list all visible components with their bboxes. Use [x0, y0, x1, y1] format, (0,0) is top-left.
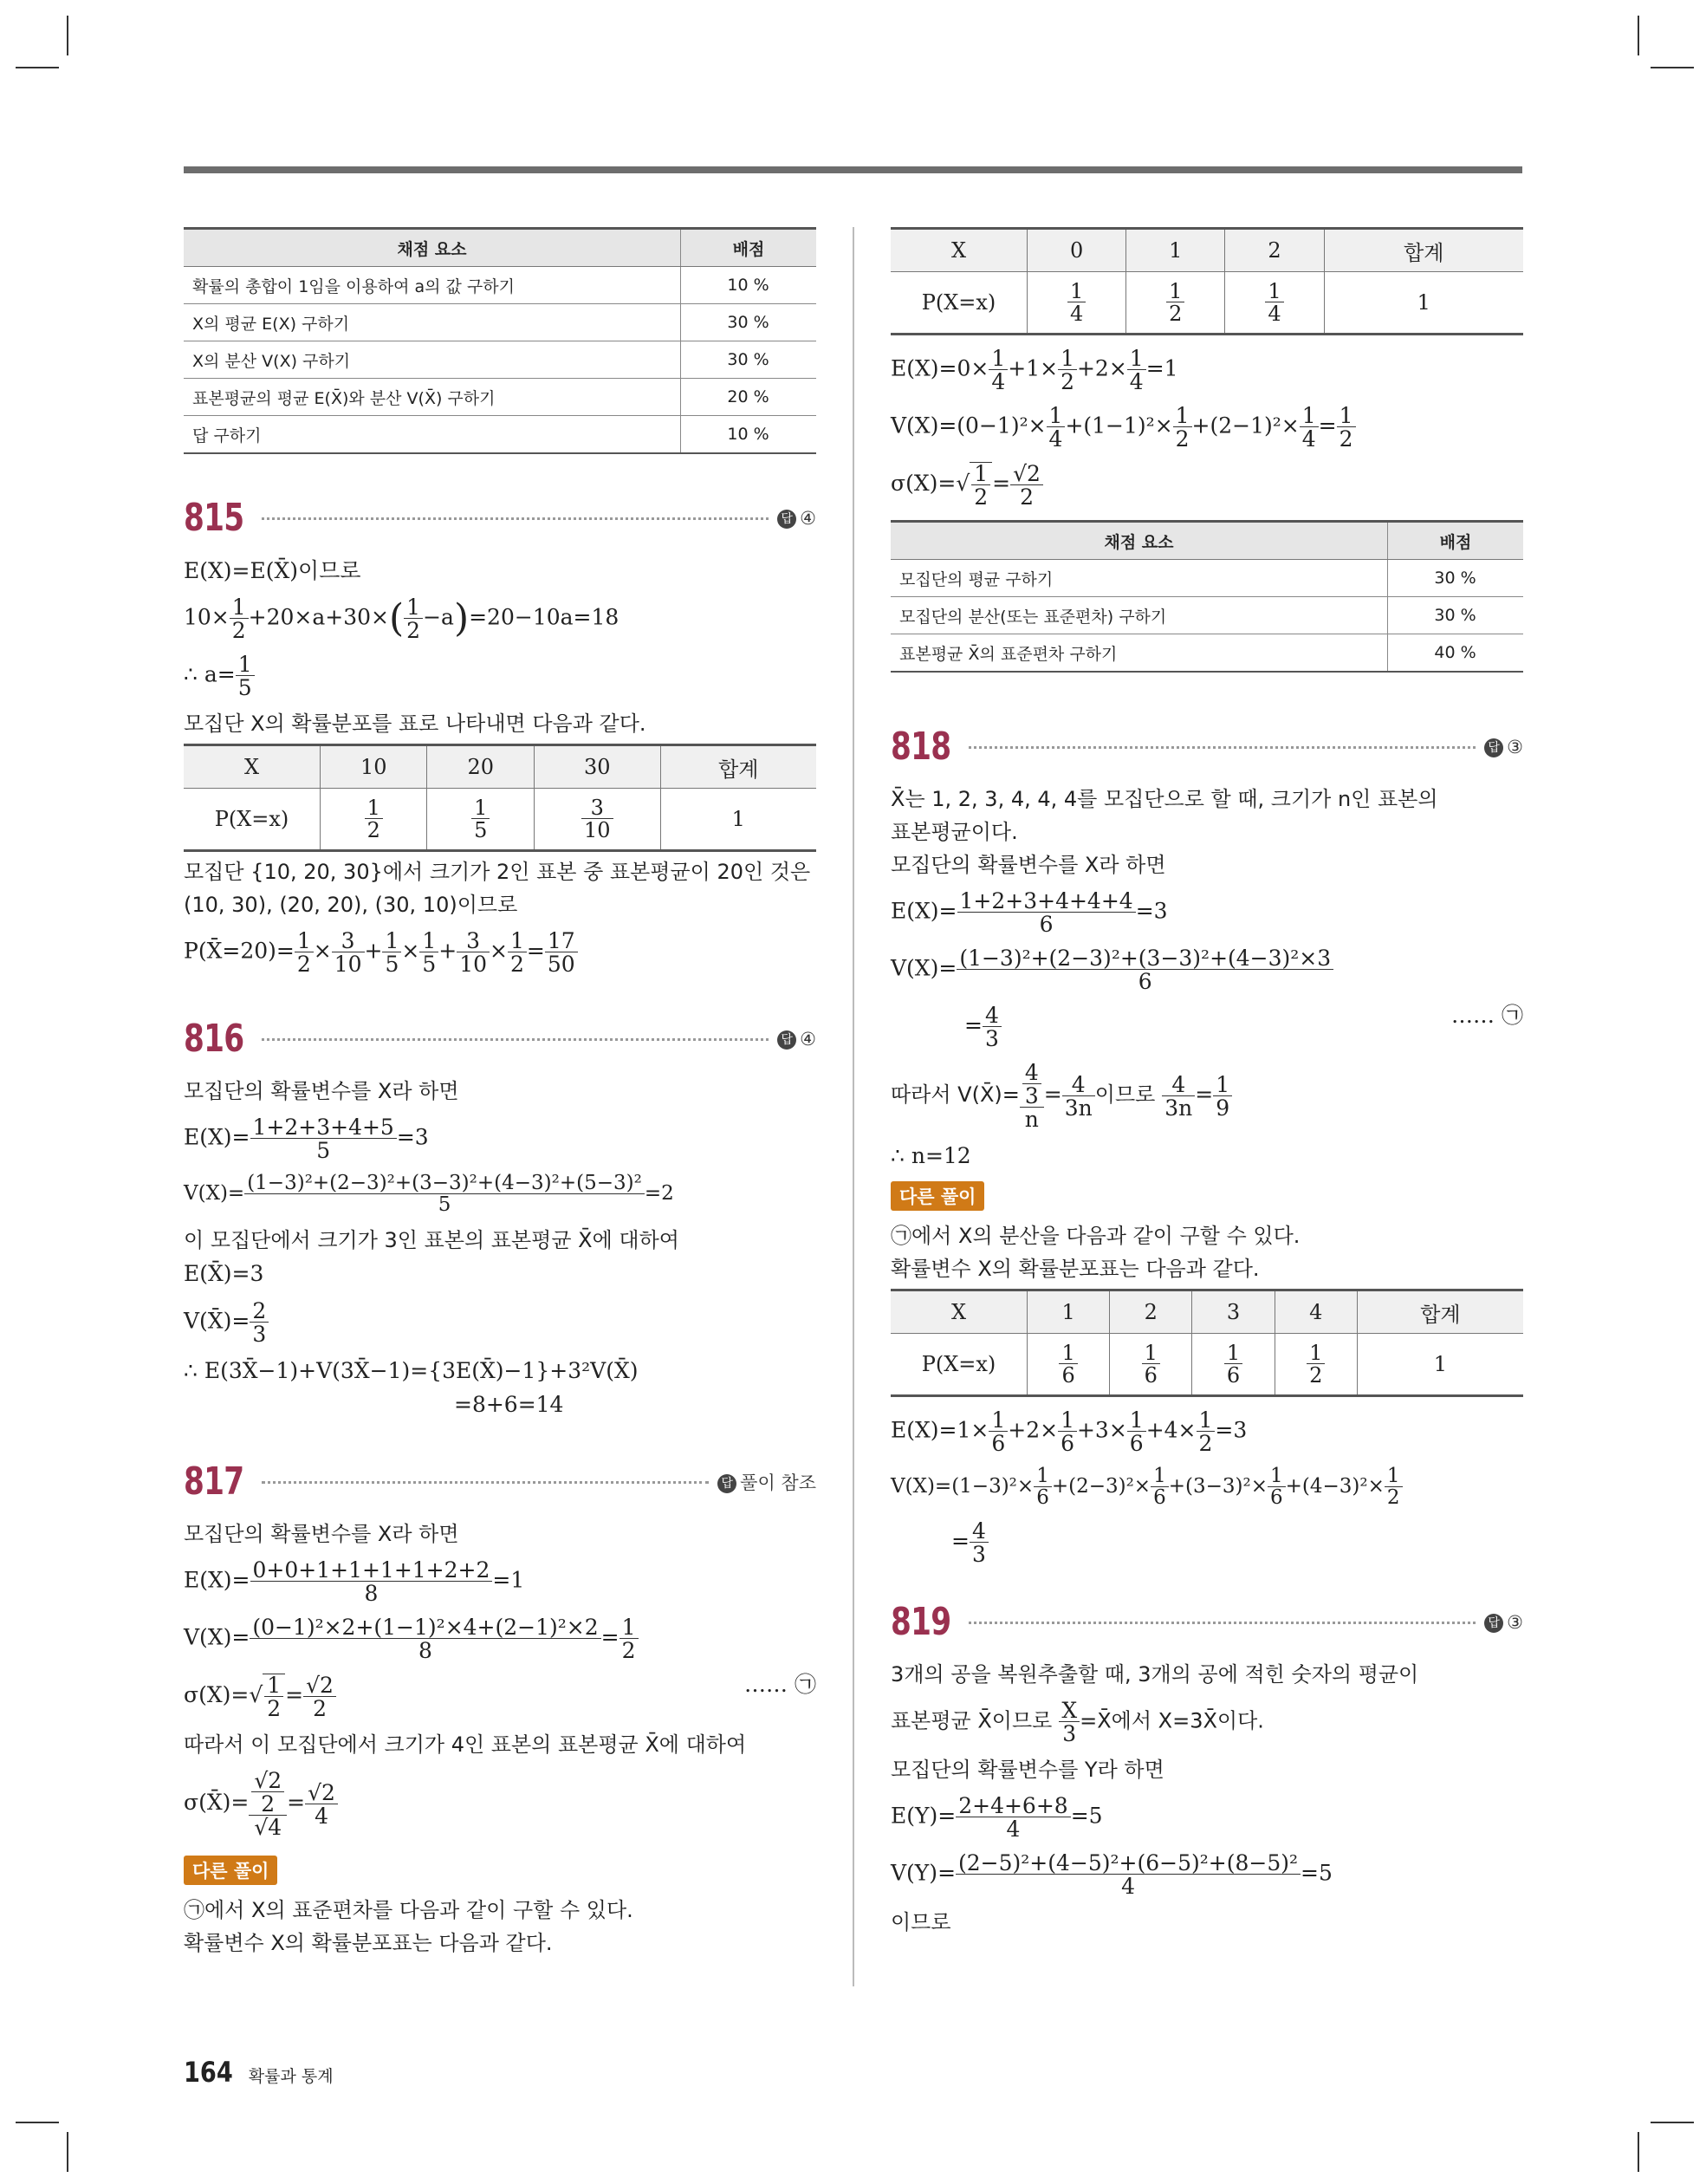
line: E(X)= $\frac{1+2+3+4+5}{5}$ =3 — [184, 1115, 429, 1164]
answer — [717, 1469, 816, 1495]
left-column — [184, 227, 816, 1963]
score-table — [184, 227, 816, 454]
alt-solution-badge: 다른 풀이 — [891, 1181, 984, 1211]
probability-table — [184, 744, 816, 852]
line: V(X)=(0−1)²× $\frac{1}{4}$ +(1−1)²× $\frac{1}{2}$ +(2−1)²× $\frac{1}{4}$ = $\frac{1}{2}$ — [891, 405, 1523, 450]
cell: X의 분산 V(X) 구하기 — [184, 341, 681, 379]
cell: 3 — [1192, 1290, 1275, 1334]
line: = $\frac{4}{3}$ …… ㉠ — [964, 1003, 1523, 1051]
answer-mark-icon: 답 — [1484, 1614, 1503, 1633]
line: 모집단의 확률변수를 X라 하면 — [891, 853, 1166, 877]
problem-header — [184, 496, 816, 540]
line: E(X)=E(X̄)이므로 — [184, 558, 361, 583]
line: 모집단 X의 확률분포를 표로 나타내면 다음과 같다. — [184, 712, 646, 737]
answer-value: 풀이 참조 — [740, 1472, 816, 1493]
cell: 30 — [534, 745, 660, 789]
line — [184, 653, 816, 699]
problem-number: 818 — [891, 725, 951, 769]
probability-table — [891, 227, 1523, 335]
header: 채점 요소 — [891, 522, 1388, 560]
cell: 1 — [1324, 272, 1523, 335]
cell: $\frac{1}{4}$ — [1028, 272, 1126, 335]
cell: 4 — [1275, 1290, 1357, 1334]
line: 3개의 공을 복원추출할 때, 3개의 공에 적힌 숫자의 평균이 — [891, 1662, 1419, 1687]
fraction: $\frac{1}{2}$ — [404, 596, 423, 641]
cell: 40 % — [1388, 634, 1524, 673]
crop-mark — [67, 2132, 68, 2172]
text: −a — [423, 604, 454, 630]
crop-mark — [67, 16, 68, 55]
answer-value: ③ — [1507, 1611, 1523, 1633]
line: 10× $\frac{1}{2}$ +20×a+30×( $\frac{1}{2}$ −a)=20−10a=18 — [184, 595, 619, 644]
text: ∴ a= — [184, 661, 236, 687]
cell: $\frac{1}{2}$ — [1275, 1334, 1357, 1396]
line: V(X)=(1−3)²× $\frac{1}{6}$ +(2−3)²× $\frac{1}{6}$ +(3−3)²× $\frac{1}{6}$ +(4−3)²× $\frac{1}{2}$ — [891, 1466, 1523, 1508]
cell: X — [891, 1290, 1028, 1334]
problem-number: 817 — [184, 1459, 244, 1504]
answer-value: ④ — [800, 1028, 816, 1050]
line: E(X)=1× $\frac{1}{6}$ +2× $\frac{1}{6}$ +3× $\frac{1}{6}$ +4× $\frac{1}{2}$ =3 — [891, 1407, 1248, 1457]
cell: $\frac{1}{6}$ — [1028, 1334, 1110, 1396]
alt-solution-badge: 다른 풀이 — [184, 1856, 277, 1885]
line: 이 모집단에서 크기가 3인 표본의 표본평균 X̄에 대하여 — [184, 1228, 679, 1253]
problem-header — [891, 1600, 1523, 1644]
answer-mark-icon: 답 — [777, 510, 796, 529]
answer-mark-icon: 답 — [777, 1030, 796, 1050]
cell: 10 % — [681, 267, 817, 304]
probability-table — [891, 1289, 1523, 1397]
line: 이므로 — [891, 1910, 951, 1935]
answer-mark-icon: 답 — [717, 1474, 736, 1493]
cell: $\frac{1}{2}$ — [1126, 272, 1225, 335]
line: ㉠에서 X의 표준편차를 다음과 같이 구할 수 있다. — [184, 1898, 633, 1922]
dotted-leader — [262, 1037, 769, 1041]
dotted-leader — [262, 1480, 709, 1484]
cell: $\frac{3}{10}$ — [534, 789, 660, 851]
column-divider — [853, 227, 854, 1986]
line: 표본평균 X̄이므로 $\frac{X}{3}$ =X̄에서 X=3X̄이다. — [891, 1698, 1264, 1747]
header: 채점 요소 — [184, 229, 681, 267]
problem-number: 815 — [184, 496, 244, 540]
answer-value: ③ — [1507, 736, 1523, 757]
cell: 30 % — [681, 304, 817, 341]
problem-number: 819 — [891, 1600, 951, 1645]
answer — [777, 1029, 816, 1050]
line: ㉠에서 X의 분산을 다음과 같이 구할 수 있다. — [891, 1224, 1301, 1249]
cell: 표본평균 X̄의 표준편차 구하기 — [891, 634, 1388, 673]
cell: 2 — [1225, 229, 1324, 272]
line: V(Y)= $\frac{\text{(2−5)²+(4−5)²+(6−5)²+(8−5)²}}{4}$ =5 — [891, 1850, 1333, 1900]
line: 표본평균이다. — [891, 820, 1018, 844]
cell: X — [184, 745, 321, 789]
cell: 10 — [321, 745, 427, 789]
line: V(X̄)= $\frac{2}{3}$ — [184, 1300, 816, 1345]
answer — [1484, 737, 1523, 757]
cell: 합계 — [660, 745, 816, 789]
line: = $\frac{4}{3}$ — [891, 1520, 1523, 1565]
cell: 1 — [1357, 1334, 1523, 1396]
crop-mark — [16, 67, 59, 68]
cell: 20 — [427, 745, 534, 789]
cell: 1 — [1028, 1290, 1110, 1334]
line: =8+6=14 — [454, 1391, 564, 1417]
footer-title: 확률과 통계 — [248, 2067, 334, 2086]
cell: 30 % — [1388, 560, 1524, 597]
cell: P(X=x) — [891, 272, 1028, 335]
problem-header — [184, 1017, 816, 1061]
problem-header — [184, 1459, 816, 1504]
cell: 0 — [1028, 229, 1126, 272]
cell: 10 % — [681, 416, 817, 454]
equation-mark: …… ㉠ — [744, 1672, 816, 1697]
crop-mark — [1651, 2122, 1694, 2123]
cell: $\frac{1}{4}$ — [1225, 272, 1324, 335]
text: P(X̄=20)= — [184, 938, 295, 964]
cell: 2 — [1110, 1290, 1192, 1334]
header: 배점 — [1388, 522, 1524, 560]
line: 따라서 이 모집단에서 크기가 4인 표본의 표본평균 X̄에 대하여 — [184, 1732, 747, 1757]
line: X̄는 1, 2, 3, 4, 4, 4를 모집단으로 할 때, 크기가 n인 표본의 — [891, 787, 1438, 811]
line: σ(X̄)= $\frac{\frac{√2}{2}}{√4}$ = $\frac{√2}{4}$ — [184, 1770, 816, 1838]
line: E(X)= $\frac{0+0+1+1+1+1+2+2}{8}$ =1 — [184, 1557, 525, 1606]
line: E(Y)= $\frac{2+4+6+8}{4}$ =5 — [891, 1793, 1103, 1843]
cell: 모집단의 분산(또는 표준편차) 구하기 — [891, 597, 1388, 634]
answer — [777, 508, 816, 529]
cell: 합계 — [1357, 1290, 1523, 1334]
cell: 30 % — [1388, 597, 1524, 634]
cell: $\frac{1}{2}$ — [321, 789, 427, 851]
line: 확률변수 X의 확률분포표는 다음과 같다. — [184, 1931, 553, 1955]
cell: 확률의 총합이 1임을 이용하여 a의 값 구하기 — [184, 267, 681, 304]
dotted-leader — [262, 517, 769, 520]
text: +20×a+30× — [248, 604, 389, 630]
cell: X의 평균 E(X) 구하기 — [184, 304, 681, 341]
text: =20−10a=18 — [469, 604, 619, 630]
text: 10× — [184, 604, 230, 630]
line: 모집단 {10, 20, 30}에서 크기가 2인 표본 중 표본평균이 20인 것은 — [184, 860, 811, 885]
line: (10, 30), (20, 20), (30, 10)이므로 — [184, 893, 518, 918]
cell: P(X=x) — [891, 1334, 1028, 1396]
cell: 모집단의 평균 구하기 — [891, 560, 1388, 597]
problem-number: 816 — [184, 1017, 244, 1062]
answer — [1484, 1612, 1523, 1633]
header: 배점 — [681, 229, 817, 267]
page-footer — [184, 2056, 334, 2089]
crop-mark — [1651, 67, 1694, 68]
crop-mark — [1638, 2132, 1639, 2172]
line: 확률변수 X의 확률분포표는 다음과 같다. — [891, 1257, 1260, 1282]
line: 따라서 V(X̄)= $\frac{\frac{4}{3}}{n}$ = $\frac{4}{3n}$ 이므로 $\frac{4}{3n}$ = $\frac{1}{9}$ — [891, 1062, 1523, 1130]
top-bar — [184, 166, 1522, 173]
line: 모집단의 확률변수를 X라 하면 — [184, 1079, 459, 1104]
cell: $\frac{1}{6}$ — [1192, 1334, 1275, 1396]
answer-mark-icon: 답 — [1484, 738, 1503, 757]
cell: P(X=x) — [184, 789, 321, 851]
cell: X — [891, 229, 1028, 272]
right-column — [891, 227, 1523, 1942]
line: V(X)= $\frac{\text{(1−3)²+(2−3)²+(3−3)²+(4−3)²+(5−3)²}}{5}$ =2 — [184, 1172, 674, 1217]
cell: 합계 — [1324, 229, 1523, 272]
line: V(X)= $\frac{\text{(1−3)²+(2−3)²+(3−3)²+(4−3)²×3}}{6}$ — [891, 947, 1523, 992]
line: σ(X)=√ $\frac{1}{2}$ = $\frac{√2}{2}$ — [891, 462, 1523, 508]
line: σ(X)=√ $\frac{1}{2}$ = $\frac{√2}{2}$ …… ㉠ — [184, 1672, 816, 1721]
cell: 20 % — [681, 379, 817, 416]
cell: 답 구하기 — [184, 416, 681, 454]
crop-mark — [1638, 16, 1639, 55]
cell: 표본평균의 평균 E(X̄)와 분산 V(X̄) 구하기 — [184, 379, 681, 416]
dotted-leader — [969, 745, 1476, 749]
cell: $\frac{1}{6}$ — [1110, 1334, 1192, 1396]
line: 모집단의 확률변수를 X라 하면 — [184, 1522, 459, 1546]
line: P(X̄=20)= $\frac{1}{2}$ × $\frac{3}{10}$ + $\frac{1}{5}$ × $\frac{1}{5}$ + $\frac{3}{10}$ × $\frac{1}{2}$ = $\frac{17}{50}$ — [184, 930, 816, 975]
cell: $\frac{1}{5}$ — [427, 789, 534, 851]
line: E(X)= $\frac{1+2+3+4+4+4}{6}$ =3 — [891, 888, 1168, 937]
problem-header — [891, 725, 1523, 769]
line: E(X)=0× $\frac{1}{4}$ +1× $\frac{1}{2}$ +2× $\frac{1}{4}$ =1 — [891, 346, 1178, 394]
line: ∴ E(3X̄−1)+V(3X̄−1)={3E(X̄)−1}+3²V(X̄) — [184, 1357, 639, 1383]
fraction: $\frac{1}{2}$ — [230, 596, 249, 641]
cell: 1 — [660, 789, 816, 851]
fraction: $\frac{1}{5}$ — [236, 653, 255, 699]
crop-mark — [16, 2122, 59, 2123]
cell: 30 % — [681, 341, 817, 379]
line: 모집단의 확률변수를 Y라 하면 — [891, 1758, 1164, 1783]
page-number: 164 — [184, 2056, 233, 2089]
line: ∴ n=12 — [891, 1143, 971, 1168]
answer-value: ④ — [800, 507, 816, 529]
line: V(X)= $\frac{\text{(0−1)²×2+(1−1)²×4+(2−1)²×2}}{8}$ = $\frac{1}{2}$ — [184, 1616, 816, 1661]
cell: 1 — [1126, 229, 1225, 272]
score-table — [891, 520, 1523, 673]
equation-mark: …… ㉠ — [1451, 1003, 1523, 1028]
dotted-leader — [969, 1621, 1476, 1624]
line: E(X̄)=3 — [184, 1261, 264, 1287]
